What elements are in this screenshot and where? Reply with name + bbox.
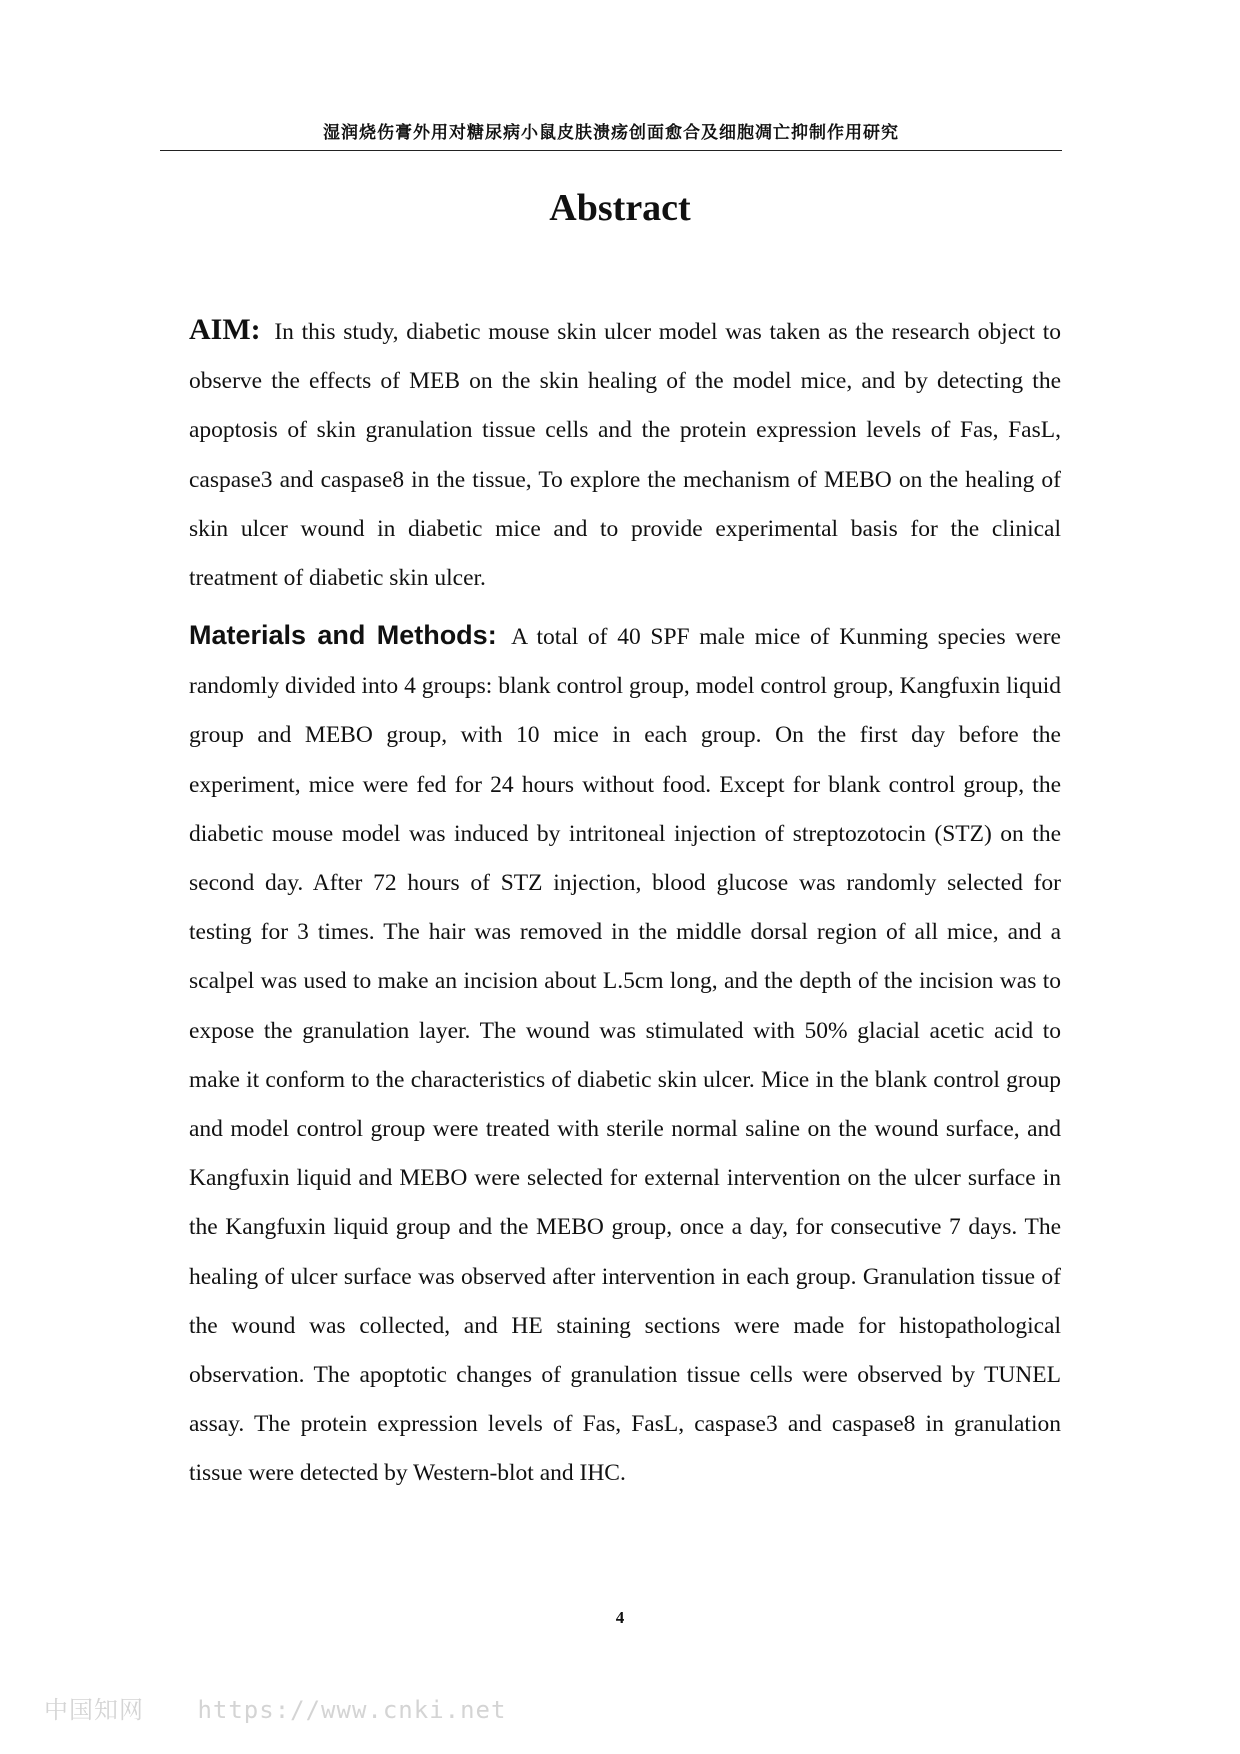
aim-text: In this study, diabetic mouse skin ulcer model was taken as the research object to observe the effects of MEB on the skin healing of the model mice, and by detecting the apoptosis of skin granulation tissue cells and the protein expression levels of Fas, FasL, caspase3 and caspase8 in the tissue, To explore the mechanism of MEBO on the healing of skin ulcer wound in diabetic mice and to provide experimental basis for the clinical treatment of diabetic skin ulcer. [189, 319, 1061, 592]
watermark-site-name: 中国知网 [44, 1696, 144, 1724]
aim-paragraph [189, 305, 1061, 603]
running-header: 湿润烧伤膏外用对糖尿病小鼠皮肤溃疡创面愈合及细胞凋亡抑制作用研究 [323, 123, 899, 143]
page-number: 4 [615, 1608, 625, 1627]
methods-text: A total of 40 SPF male mice of Kunming species were randomly divided into 4 groups: blank control group, model control group, Kangfuxin liquid group and MEBO group, with 10 mice in each group. On the first day before the experiment, mice were fed for 24 hours without food. Except for blank control group, the diabetic mouse model was induced by intritoneal injection of streptozotocin (STZ) on the second day. After 72 hours of STZ injection, blood glucose was randomly selected for testing for 3 times. The hair was removed in the middle dorsal region of all mice, and a scalpel was used to make an incision about L.5cm long, and the depth of the incision was to expose the granulation layer. The wound was stimulated with 50% glacial acetic acid to make it conform to the characteristics of diabetic skin ulcer. Mice in the blank control group and model control group were treated with sterile normal saline on the wound surface, and Kangfuxin liquid and MEBO were selected for external intervention on the ulcer surface in the Kangfuxin liquid group and the MEBO group, once a day, for consecutive 7 days. The healing of ulcer surface was observed after intervention in each group. Granulation tissue of the wound was collected, and HE staining sections were made for histopathological observation. The apoptotic changes of granulation tissue cells were observed by TUNEL assay. The protein expression levels of Fas, FasL, caspase3 and caspase8 in granulation tissue were detected by Western-blot and IHC. [189, 624, 1061, 1487]
watermark-url: https://www.cnki.net [197, 1696, 507, 1724]
page-title: Abstract [549, 187, 691, 229]
cnki-watermark [44, 1690, 506, 1725]
methods-paragraph [189, 611, 1061, 1499]
methods-heading: Materials and Methods: [189, 620, 497, 650]
header-rule [160, 150, 1062, 151]
aim-heading: AIM: [189, 313, 261, 346]
